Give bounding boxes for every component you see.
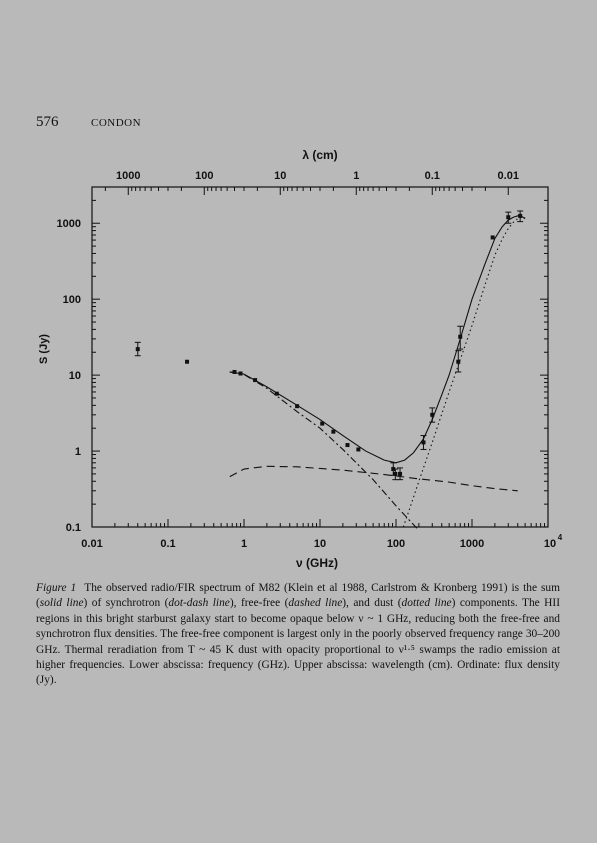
dotted-curve <box>403 217 525 527</box>
x-tick-label: 0.1 <box>160 538 176 550</box>
x-tick-label: 10 <box>543 538 557 550</box>
y-tick-label: 100 <box>62 294 81 307</box>
y-tick-label: 0.1 <box>65 522 81 534</box>
x-tick-label: 1000 <box>459 538 485 550</box>
data-point <box>430 413 434 417</box>
dashed-curve <box>230 466 518 490</box>
data-point <box>491 235 495 239</box>
data-point <box>421 440 425 444</box>
data-point <box>331 430 335 434</box>
data-point <box>398 472 402 476</box>
y-tick-label: 10 <box>68 370 81 383</box>
data-points <box>135 211 523 480</box>
ticks <box>92 187 548 527</box>
data-point <box>345 443 349 447</box>
dot-dash-curve <box>230 372 419 530</box>
tick-labels <box>57 170 563 550</box>
data-point <box>136 347 140 351</box>
x-axis-label: ν (GHz) <box>296 556 338 570</box>
figure-caption: Figure 1 The observed radio/FIR spectrum of M82 (Klein et al 1988, Carlstrom & Kronberg 1991) is the sum (solid line) of synchrotron (dot-dash line), free-free (dashed line), and dust (dotted line) components. The HII regions in this bright starburst galaxy start to become opaque below ν ~ 1 GHz, reducing both the free-free and synchrotron flux densities. The free-free component is largest only in the poorly observed frequency range 30–200 GHz. Thermal reradiation from T ~ 45 K dust with opacity proportional to ν¹·⁵ swamps the radio emission at higher frequencies. Lower abscissa: frequency (GHz). Upper abscissa: wavelength (cm). Ordinate: flux density (Jy). <box>36 582 560 687</box>
top-tick-label: 0.1 <box>424 170 440 182</box>
data-point <box>320 422 324 426</box>
plot-frame <box>92 187 548 527</box>
y-tick-label: 1 <box>74 446 81 459</box>
x-tick-label: 1 <box>240 538 248 550</box>
top-tick-label: 1 <box>353 170 360 182</box>
x-tick-exponent: 4 <box>557 533 563 542</box>
data-point <box>185 360 189 364</box>
axes <box>92 187 548 527</box>
top-axis-label: λ (cm) <box>302 148 338 162</box>
data-point <box>393 472 397 476</box>
top-tick-label: 0.01 <box>497 170 519 182</box>
data-point <box>295 404 299 408</box>
top-tick-label: 100 <box>195 170 214 182</box>
x-tick-label: 100 <box>386 538 406 550</box>
data-point <box>518 214 522 218</box>
data-point <box>356 447 360 451</box>
top-tick-label: 1000 <box>116 170 141 182</box>
data-point <box>233 370 237 374</box>
data-point <box>253 378 257 382</box>
x-tick-label: 10 <box>313 538 327 550</box>
page-number: 576 <box>36 114 59 130</box>
y-axis-label: S (Jy) <box>38 334 50 364</box>
data-point <box>239 372 243 376</box>
data-point <box>506 215 510 219</box>
solid-curve <box>230 216 525 463</box>
data-point <box>456 360 460 364</box>
caption-label: Figure 1 <box>36 582 77 594</box>
x-tick-label: 0.01 <box>81 538 103 550</box>
data-point <box>458 335 462 339</box>
y-tick-label: 1000 <box>56 218 81 231</box>
curves <box>230 216 525 531</box>
data-point <box>275 392 279 396</box>
top-tick-label: 10 <box>274 170 287 182</box>
running-head: CONDON <box>91 117 142 129</box>
